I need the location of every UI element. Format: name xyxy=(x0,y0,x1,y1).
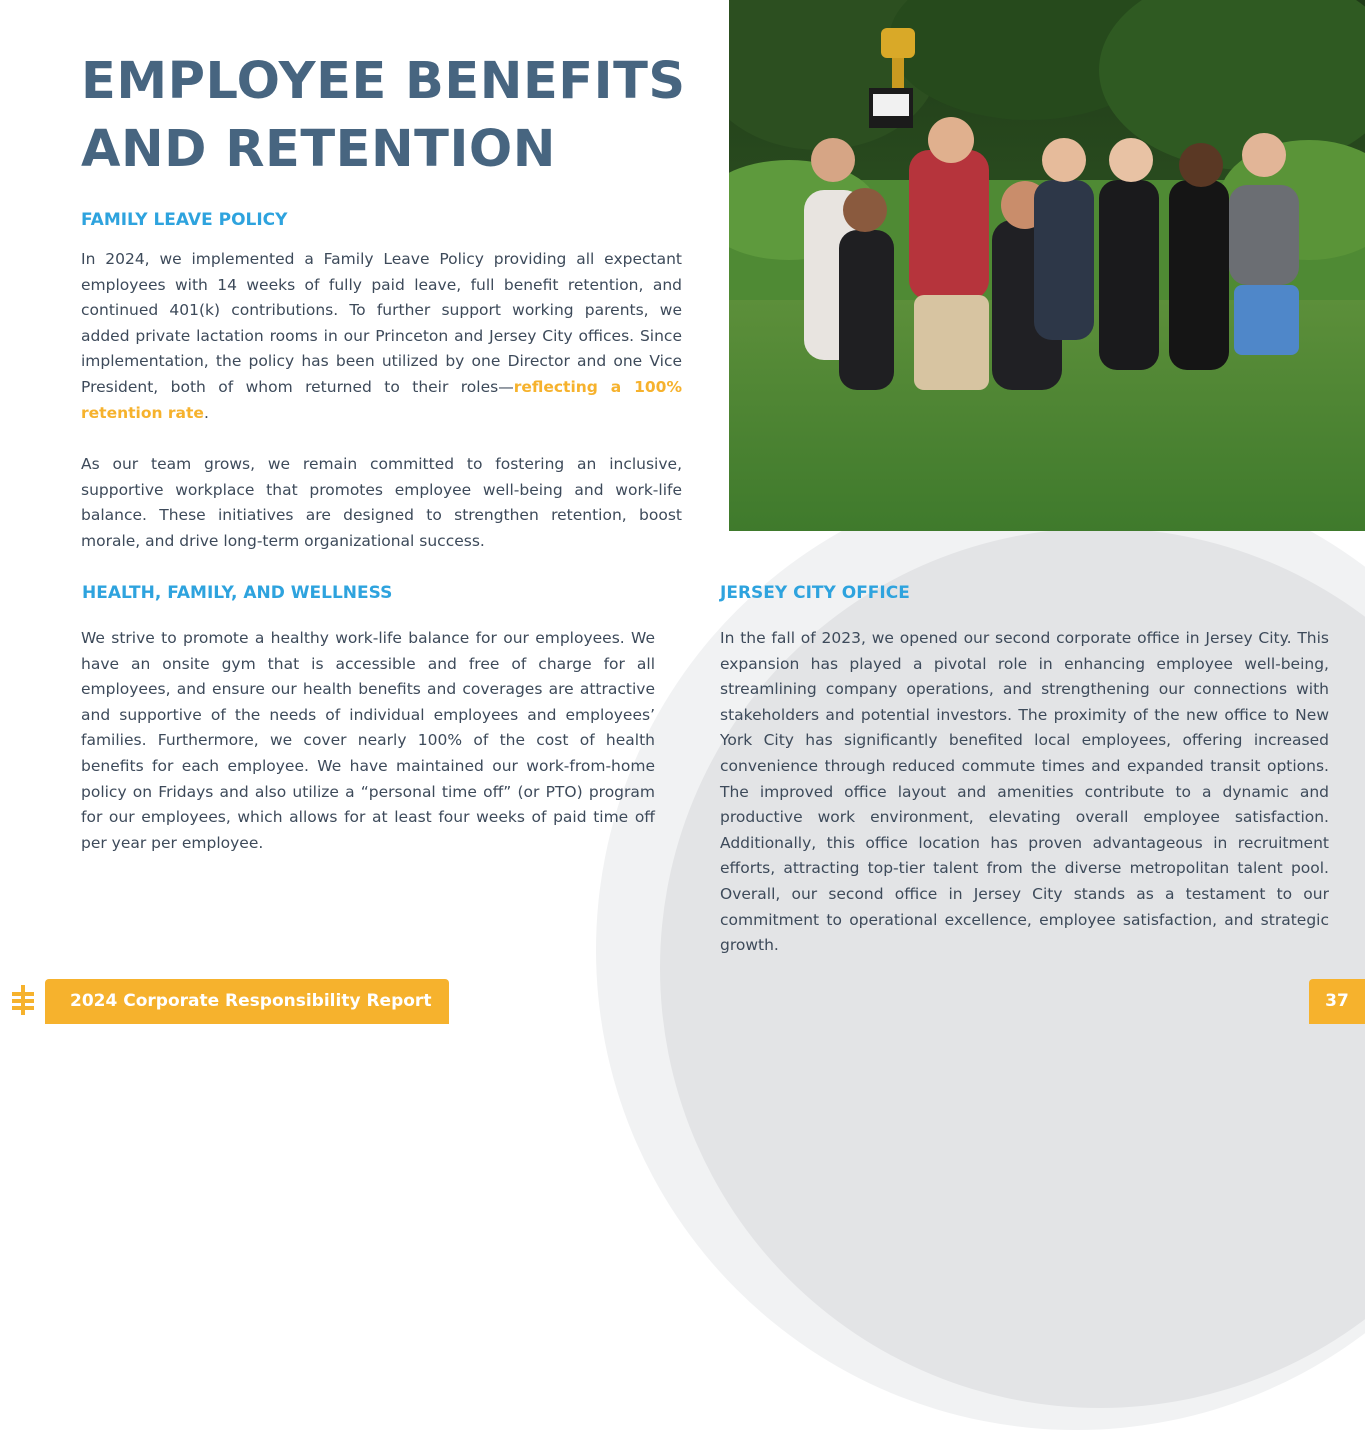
team-photo xyxy=(729,0,1365,531)
retention-highlight: reflecting a 100% retention rate xyxy=(81,377,682,422)
footer-report-label: 2024 Corporate Responsibility Report xyxy=(70,991,432,1011)
page-title-line2: AND RETENTION xyxy=(81,120,556,179)
page-title xyxy=(81,48,701,184)
family-leave-intro: In 2024, we implemented a Family Leave Policy providing all expectant employees with 14 weeks of fully paid leave, full benefit retention, and continued 401(k) contributions. To further support working parents, we added private lactation rooms in our Princeton and Jersey City offices. Since implementation, the policy has been utilized by one Director and one Vice President, both of whom returned to their roles— xyxy=(81,250,682,396)
family-leave-end: . xyxy=(203,403,209,422)
family-leave-paragraph xyxy=(81,247,682,426)
company-logo-icon xyxy=(12,985,34,1015)
jersey-city-heading: JERSEY CITY OFFICE xyxy=(720,583,910,603)
family-leave-heading: FAMILY LEAVE POLICY xyxy=(81,210,288,230)
page-title-line1: EMPLOYEE BENEFITS xyxy=(81,52,686,111)
health-heading: HEALTH, FAMILY, AND WELLNESS xyxy=(82,583,393,603)
page-number: 37 xyxy=(1325,991,1349,1011)
jersey-city-paragraph: In the fall of 2023, we opened our second corporate office in Jersey City. This expansion has played a pivotal role in enhancing employee well-being, streamlining company operations, and strengthening our connections with stakeholders and potential investors. The proximity of the new office to New York City has significantly benefited local employees, offering increased convenience through reduced commute times and expanded transit options. The improved office layout and amenities contribute to a dynamic and productive work environment, elevating overall employee satisfaction. Additionally, this office location has proven advantageous in recruitment efforts, attracting top-tier talent from the diverse metropolitan talent pool. Overall, our second office in Jersey City stands as a testament to our commitment to operational excellence, employee satisfaction, and strategic growth. xyxy=(720,629,1329,955)
health-paragraph: We strive to promote a healthy work-life balance for our employees. We have an onsite gym that is accessible and free of charge for all employees, and ensure our health benefits and coverages are attractive and supportive of the needs of individual employees and employees’ families. Furthermore, we cover nearly 100% of the cost of health benefits for each employee. We have maintained our work-from-home policy on Fridays and also utilize a “personal time off” (or PTO) program for our employees, which allows for at least four weeks of paid time off per year per employee. xyxy=(81,629,655,852)
team-commitment-paragraph: As our team grows, we remain committed to fostering an inclusive, supportive workplace that promotes employee well-being and work-life balance. These initiatives are designed to strengthen retention, boost morale, and drive long-term organizational success. xyxy=(81,455,682,550)
